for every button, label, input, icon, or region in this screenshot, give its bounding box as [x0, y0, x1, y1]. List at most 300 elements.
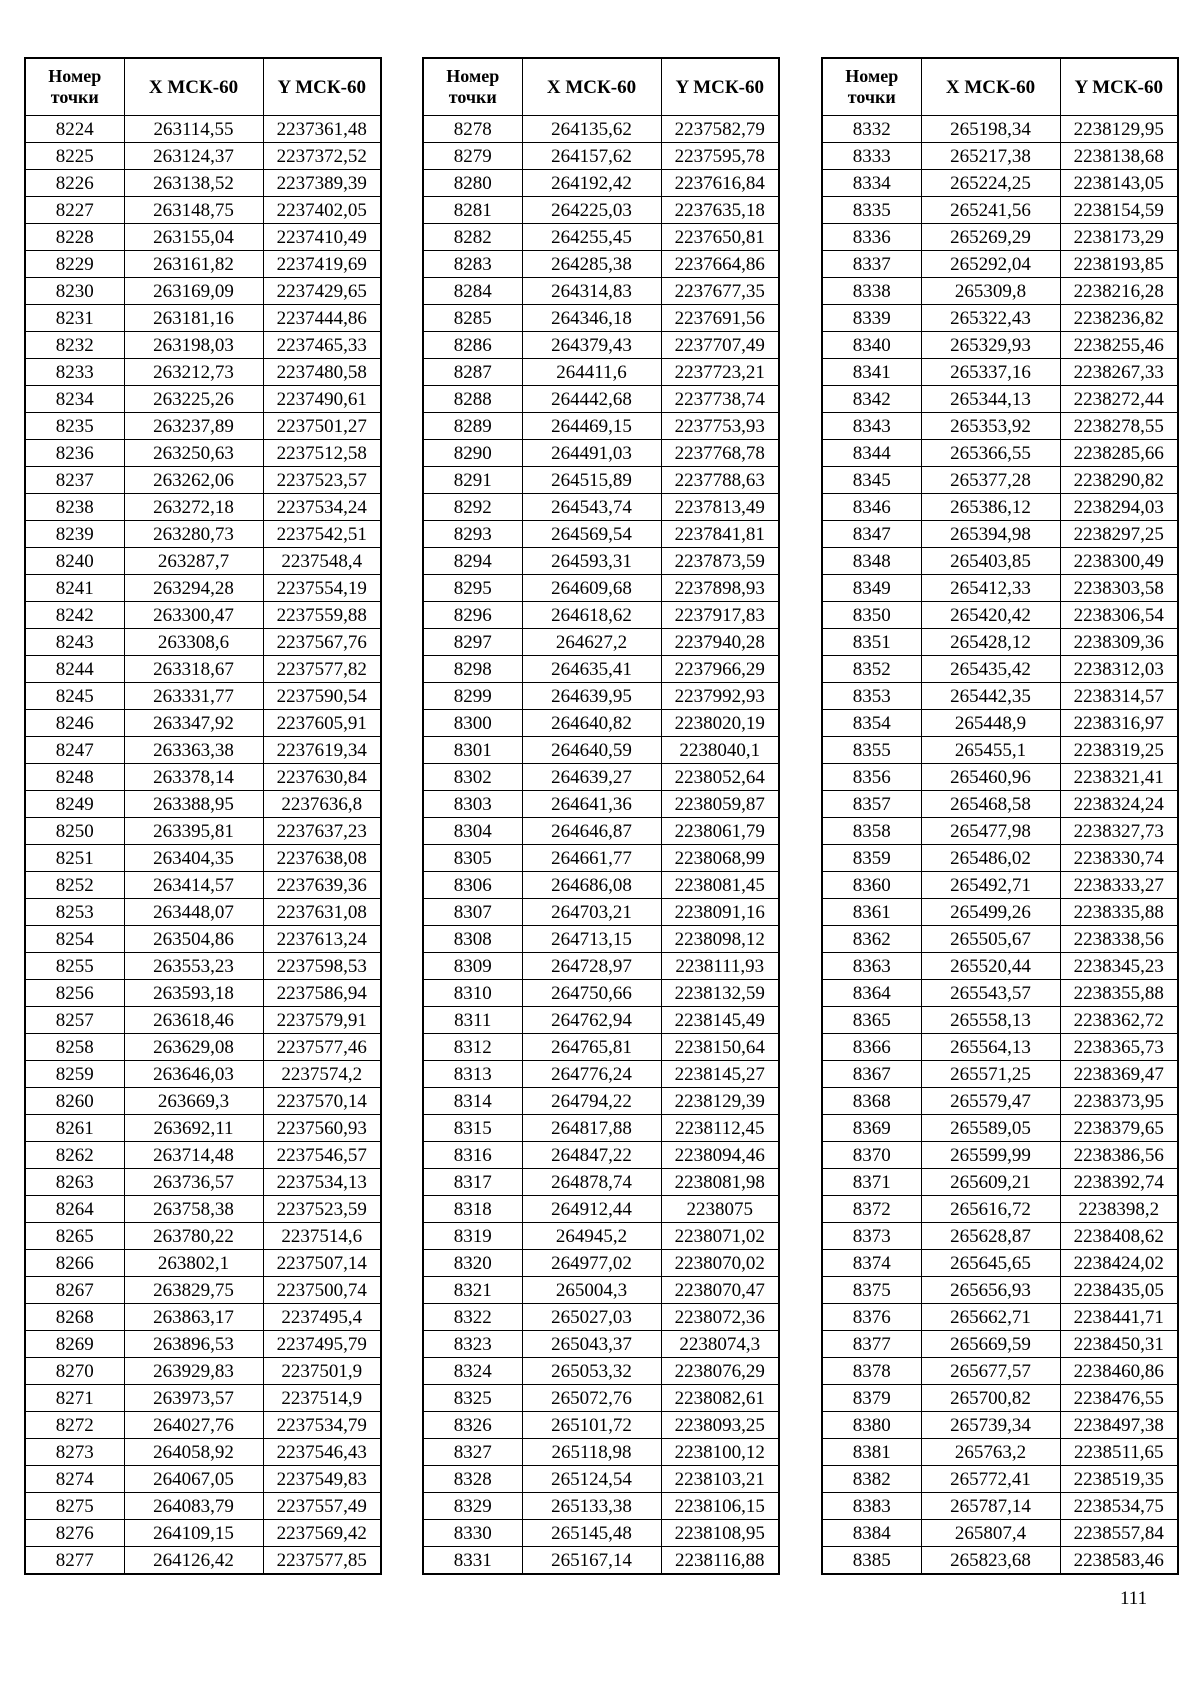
table-row [423, 143, 779, 170]
table-row [423, 602, 779, 629]
point-number-cell: 8337 [822, 251, 921, 278]
y-coordinate-cell: 2238145,27 [661, 1061, 779, 1088]
x-coordinate-cell: 264794,22 [522, 1088, 661, 1115]
y-coordinate-cell: 2237512,58 [263, 440, 381, 467]
x-coordinate-cell: 265386,12 [921, 494, 1060, 521]
x-coordinate-cell: 263758,38 [124, 1196, 263, 1223]
x-coordinate-cell: 265499,26 [921, 899, 1060, 926]
point-number-cell: 8239 [25, 521, 124, 548]
x-coordinate-cell: 265309,8 [921, 278, 1060, 305]
table-row [25, 602, 381, 629]
point-number-cell: 8246 [25, 710, 124, 737]
y-coordinate-cell: 2237650,81 [661, 224, 779, 251]
x-coordinate-cell: 263714,48 [124, 1142, 263, 1169]
point-number-cell: 8293 [423, 521, 522, 548]
x-coordinate-cell: 264762,94 [522, 1007, 661, 1034]
x-coordinate-cell: 263504,86 [124, 926, 263, 953]
y-coordinate-cell: 2238093,25 [661, 1412, 779, 1439]
x-coordinate-cell: 263181,16 [124, 305, 263, 332]
y-coordinate-cell: 2238068,99 [661, 845, 779, 872]
table-row [423, 548, 779, 575]
table-row [822, 791, 1178, 818]
x-coordinate-cell: 264635,41 [522, 656, 661, 683]
table-row [25, 1520, 381, 1547]
y-coordinate-cell: 2237940,28 [661, 629, 779, 656]
x-coordinate-cell: 263736,57 [124, 1169, 263, 1196]
point-number-cell: 8308 [423, 926, 522, 953]
y-coordinate-cell: 2237586,94 [263, 980, 381, 1007]
point-number-header [822, 58, 921, 116]
point-number-cell: 8275 [25, 1493, 124, 1520]
point-number-cell: 8241 [25, 575, 124, 602]
point-number-cell: 8255 [25, 953, 124, 980]
y-coordinate-cell: 2237559,88 [263, 602, 381, 629]
table-row [822, 1358, 1178, 1385]
point-number-header [423, 58, 522, 116]
table-row [822, 1250, 1178, 1277]
point-number-cell: 8309 [423, 953, 522, 980]
point-number-cell: 8338 [822, 278, 921, 305]
y-coordinate-cell: 2237546,43 [263, 1439, 381, 1466]
x-coordinate-cell: 264641,36 [522, 791, 661, 818]
point-number-cell: 8383 [822, 1493, 921, 1520]
point-number-cell: 8286 [423, 332, 522, 359]
y-coordinate-cell: 2238272,44 [1060, 386, 1178, 413]
y-coordinate-cell: 2237788,63 [661, 467, 779, 494]
point-number-cell: 8267 [25, 1277, 124, 1304]
point-number-cell: 8266 [25, 1250, 124, 1277]
table-row [822, 1466, 1178, 1493]
x-coordinate-cell: 263124,37 [124, 143, 263, 170]
y-coordinate-cell: 2238306,54 [1060, 602, 1178, 629]
y-coordinate-cell: 2237560,93 [263, 1115, 381, 1142]
point-number-cell: 8357 [822, 791, 921, 818]
table-row [423, 413, 779, 440]
x-coordinate-cell: 264618,62 [522, 602, 661, 629]
point-number-cell: 8312 [423, 1034, 522, 1061]
table-row [423, 818, 779, 845]
point-number-cell: 8252 [25, 872, 124, 899]
table-row [822, 683, 1178, 710]
y-coordinate-cell: 2238312,03 [1060, 656, 1178, 683]
x-coordinate-cell: 263973,57 [124, 1385, 263, 1412]
y-coordinate-cell: 2238106,15 [661, 1493, 779, 1520]
y-coordinate-cell: 2238330,74 [1060, 845, 1178, 872]
point-number-cell: 8303 [423, 791, 522, 818]
x-coordinate-cell: 263155,04 [124, 224, 263, 251]
point-number-cell: 8327 [423, 1439, 522, 1466]
x-coordinate-cell: 265505,67 [921, 926, 1060, 953]
table-row [423, 494, 779, 521]
point-number-cell: 8322 [423, 1304, 522, 1331]
point-number-cell: 8317 [423, 1169, 522, 1196]
point-number-cell: 8254 [25, 926, 124, 953]
table-row [423, 656, 779, 683]
table-row [25, 143, 381, 170]
x-coordinate-cell: 265477,98 [921, 818, 1060, 845]
x-coordinate-cell: 265448,9 [921, 710, 1060, 737]
x-coordinate-cell: 265558,13 [921, 1007, 1060, 1034]
x-coordinate-cell: 263198,03 [124, 332, 263, 359]
table-row [822, 1115, 1178, 1142]
x-coordinate-cell: 263318,67 [124, 656, 263, 683]
x-coordinate-cell: 263148,75 [124, 197, 263, 224]
point-number-cell: 8311 [423, 1007, 522, 1034]
table-row [25, 656, 381, 683]
table-row [423, 764, 779, 791]
coordinates-table-3 [821, 57, 1179, 1575]
table-row [822, 548, 1178, 575]
x-coordinate-cell: 265807,4 [921, 1520, 1060, 1547]
y-coordinate-cell: 2238100,12 [661, 1439, 779, 1466]
table-row [423, 1547, 779, 1575]
x-coordinate-cell: 263308,6 [124, 629, 263, 656]
table-row [423, 575, 779, 602]
x-coordinate-cell: 264639,95 [522, 683, 661, 710]
x-coordinate-cell: 265571,25 [921, 1061, 1060, 1088]
table-row [423, 1169, 779, 1196]
x-coordinate-cell: 264058,92 [124, 1439, 263, 1466]
y-coordinate-cell: 2238071,02 [661, 1223, 779, 1250]
table-row [25, 764, 381, 791]
x-coordinate-cell: 265377,28 [921, 467, 1060, 494]
x-coordinate-cell: 263347,92 [124, 710, 263, 737]
x-coordinate-cell: 265101,72 [522, 1412, 661, 1439]
x-coordinate-cell: 264491,03 [522, 440, 661, 467]
point-number-cell: 8292 [423, 494, 522, 521]
point-number-cell: 8235 [25, 413, 124, 440]
table-row [423, 629, 779, 656]
y-coordinate-cell: 2237534,24 [263, 494, 381, 521]
x-coordinate-cell: 265763,2 [921, 1439, 1060, 1466]
y-coordinate-cell: 2237582,79 [661, 116, 779, 143]
y-coordinate-cell: 2237691,56 [661, 305, 779, 332]
x-coordinate-cell: 265217,38 [921, 143, 1060, 170]
y-coordinate-cell: 2237595,78 [661, 143, 779, 170]
x-header: X МСК-60 [124, 58, 263, 116]
x-coordinate-cell: 263629,08 [124, 1034, 263, 1061]
table-row [423, 953, 779, 980]
y-coordinate-cell: 2238386,56 [1060, 1142, 1178, 1169]
point-number-cell: 8342 [822, 386, 921, 413]
table-row [25, 1115, 381, 1142]
y-coordinate-cell: 2238321,41 [1060, 764, 1178, 791]
x-coordinate-cell: 265337,16 [921, 359, 1060, 386]
point-number-cell: 8345 [822, 467, 921, 494]
table-row [25, 1304, 381, 1331]
y-coordinate-cell: 2237753,93 [661, 413, 779, 440]
point-number-cell: 8381 [822, 1439, 921, 1466]
y-coordinate-cell: 2238098,12 [661, 926, 779, 953]
table-row [25, 278, 381, 305]
point-number-header [25, 58, 124, 116]
y-coordinate-cell: 2238303,58 [1060, 575, 1178, 602]
table-row [423, 1466, 779, 1493]
y-coordinate-cell: 2237570,14 [263, 1088, 381, 1115]
y-coordinate-cell: 2237361,48 [263, 116, 381, 143]
table-row [822, 1493, 1178, 1520]
point-number-cell: 8371 [822, 1169, 921, 1196]
y-coordinate-cell: 2237465,33 [263, 332, 381, 359]
table-row [25, 1385, 381, 1412]
x-coordinate-cell: 263138,52 [124, 170, 263, 197]
point-number-cell: 8352 [822, 656, 921, 683]
y-coordinate-cell: 2237534,79 [263, 1412, 381, 1439]
table-row [25, 116, 381, 143]
x-coordinate-cell: 265053,32 [522, 1358, 661, 1385]
point-number-cell: 8358 [822, 818, 921, 845]
x-coordinate-cell: 265823,68 [921, 1547, 1060, 1575]
x-coordinate-cell: 264543,74 [522, 494, 661, 521]
point-number-cell: 8369 [822, 1115, 921, 1142]
x-coordinate-cell: 265599,99 [921, 1142, 1060, 1169]
table-row [423, 1385, 779, 1412]
y-coordinate-cell: 2237569,42 [263, 1520, 381, 1547]
y-coordinate-cell: 2238132,59 [661, 980, 779, 1007]
table-row [25, 737, 381, 764]
y-coordinate-cell: 2237534,13 [263, 1169, 381, 1196]
y-coordinate-cell: 2237637,23 [263, 818, 381, 845]
y-coordinate-cell: 2237548,4 [263, 548, 381, 575]
table-row [822, 359, 1178, 386]
table-row [25, 629, 381, 656]
table-row [423, 791, 779, 818]
point-number-cell: 8319 [423, 1223, 522, 1250]
y-coordinate-cell: 2237639,36 [263, 872, 381, 899]
table-row [25, 170, 381, 197]
point-number-cell: 8282 [423, 224, 522, 251]
x-coordinate-cell: 265455,1 [921, 737, 1060, 764]
x-coordinate-cell: 265543,57 [921, 980, 1060, 1007]
point-number-cell: 8274 [25, 1466, 124, 1493]
x-coordinate-cell: 265224,25 [921, 170, 1060, 197]
table-row [822, 953, 1178, 980]
table-row [25, 818, 381, 845]
y-coordinate-cell: 2238112,45 [661, 1115, 779, 1142]
point-number-cell: 8273 [25, 1439, 124, 1466]
x-coordinate-cell: 264109,15 [124, 1520, 263, 1547]
x-coordinate-cell: 263237,89 [124, 413, 263, 440]
point-number-cell: 8284 [423, 278, 522, 305]
table-row [25, 575, 381, 602]
table-row [25, 926, 381, 953]
header-line-1: Номер [446, 66, 500, 87]
point-number-cell: 8258 [25, 1034, 124, 1061]
table-row [25, 413, 381, 440]
y-coordinate-cell: 2238278,55 [1060, 413, 1178, 440]
y-coordinate-cell: 2238285,66 [1060, 440, 1178, 467]
x-coordinate-cell: 263294,28 [124, 575, 263, 602]
y-coordinate-cell: 2238534,75 [1060, 1493, 1178, 1520]
x-coordinate-cell: 265589,05 [921, 1115, 1060, 1142]
point-number-cell: 8324 [423, 1358, 522, 1385]
y-coordinate-cell: 2238193,85 [1060, 251, 1178, 278]
x-coordinate-cell: 265468,58 [921, 791, 1060, 818]
y-coordinate-cell: 2238476,55 [1060, 1385, 1178, 1412]
x-coordinate-cell: 263114,55 [124, 116, 263, 143]
y-coordinate-cell: 2238300,49 [1060, 548, 1178, 575]
point-number-cell: 8318 [423, 1196, 522, 1223]
x-coordinate-cell: 264569,54 [522, 521, 661, 548]
x-coordinate-cell: 264346,18 [522, 305, 661, 332]
y-coordinate-cell: 2238324,24 [1060, 791, 1178, 818]
page-number: 111 [1120, 1588, 1148, 1609]
y-coordinate-cell: 2237577,46 [263, 1034, 381, 1061]
table-row [822, 1061, 1178, 1088]
point-number-cell: 8232 [25, 332, 124, 359]
x-coordinate-cell: 264314,83 [522, 278, 661, 305]
y-coordinate-cell: 2237549,83 [263, 1466, 381, 1493]
y-coordinate-cell: 2238116,88 [661, 1547, 779, 1575]
point-number-cell: 8250 [25, 818, 124, 845]
x-coordinate-cell: 263896,53 [124, 1331, 263, 1358]
table-row [822, 1439, 1178, 1466]
point-number-cell: 8379 [822, 1385, 921, 1412]
y-coordinate-cell: 2238255,46 [1060, 332, 1178, 359]
point-number-cell: 8377 [822, 1331, 921, 1358]
point-number-cell: 8281 [423, 197, 522, 224]
point-number-cell: 8330 [423, 1520, 522, 1547]
x-coordinate-cell: 265241,56 [921, 197, 1060, 224]
y-coordinate-cell: 2238314,57 [1060, 683, 1178, 710]
x-coordinate-cell: 265662,71 [921, 1304, 1060, 1331]
point-number-cell: 8343 [822, 413, 921, 440]
y-coordinate-cell: 2237813,49 [661, 494, 779, 521]
y-coordinate-cell: 2238345,23 [1060, 953, 1178, 980]
table-row [25, 1142, 381, 1169]
point-number-cell: 8325 [423, 1385, 522, 1412]
point-number-cell: 8296 [423, 602, 522, 629]
x-coordinate-cell: 264713,15 [522, 926, 661, 953]
x-coordinate-cell: 265428,12 [921, 629, 1060, 656]
y-coordinate-cell: 2237500,74 [263, 1277, 381, 1304]
table-row [423, 224, 779, 251]
y-coordinate-cell: 2238094,46 [661, 1142, 779, 1169]
x-coordinate-cell: 264255,45 [522, 224, 661, 251]
y-coordinate-cell: 2238040,1 [661, 737, 779, 764]
x-coordinate-cell: 264945,2 [522, 1223, 661, 1250]
table-row [423, 1061, 779, 1088]
y-coordinate-cell: 2238091,16 [661, 899, 779, 926]
y-coordinate-cell: 2237768,78 [661, 440, 779, 467]
table-row [822, 872, 1178, 899]
x-coordinate-cell: 264225,03 [522, 197, 661, 224]
y-coordinate-cell: 2238081,98 [661, 1169, 779, 1196]
table-row [822, 656, 1178, 683]
point-number-cell: 8344 [822, 440, 921, 467]
y-coordinate-cell: 2237523,57 [263, 467, 381, 494]
x-coordinate-cell: 265492,71 [921, 872, 1060, 899]
y-coordinate-cell: 2238424,02 [1060, 1250, 1178, 1277]
y-coordinate-cell: 2238070,02 [661, 1250, 779, 1277]
point-number-cell: 8271 [25, 1385, 124, 1412]
y-coordinate-cell: 2238373,95 [1060, 1088, 1178, 1115]
table-row [423, 1007, 779, 1034]
x-coordinate-cell: 264126,42 [124, 1547, 263, 1575]
point-number-cell: 8320 [423, 1250, 522, 1277]
x-coordinate-cell: 264135,62 [522, 116, 661, 143]
y-coordinate-cell: 2237616,84 [661, 170, 779, 197]
y-coordinate-cell: 2237480,58 [263, 359, 381, 386]
x-coordinate-cell: 263300,47 [124, 602, 263, 629]
x-coordinate-cell: 264640,82 [522, 710, 661, 737]
y-coordinate-cell: 2237917,83 [661, 602, 779, 629]
x-coordinate-cell: 265344,13 [921, 386, 1060, 413]
point-number-cell: 8233 [25, 359, 124, 386]
table-row [822, 1007, 1178, 1034]
table-row [822, 980, 1178, 1007]
point-number-cell: 8228 [25, 224, 124, 251]
point-number-cell: 8294 [423, 548, 522, 575]
table-row [25, 224, 381, 251]
x-header: X МСК-60 [921, 58, 1060, 116]
table-row [423, 1115, 779, 1142]
point-number-cell: 8244 [25, 656, 124, 683]
header-row [423, 58, 779, 116]
table-row [822, 575, 1178, 602]
table-row [822, 197, 1178, 224]
x-coordinate-cell: 265435,42 [921, 656, 1060, 683]
x-coordinate-cell: 264469,15 [522, 413, 661, 440]
y-coordinate-cell: 2238297,25 [1060, 521, 1178, 548]
y-coordinate-cell: 2237605,91 [263, 710, 381, 737]
x-coordinate-cell: 263287,7 [124, 548, 263, 575]
y-coordinate-cell: 2237567,76 [263, 629, 381, 656]
x-coordinate-cell: 263272,18 [124, 494, 263, 521]
y-coordinate-cell: 2237389,39 [263, 170, 381, 197]
y-coordinate-cell: 2237577,85 [263, 1547, 381, 1575]
y-coordinate-cell: 2238511,65 [1060, 1439, 1178, 1466]
header-line-2: точки [847, 87, 896, 107]
x-coordinate-cell: 265739,34 [921, 1412, 1060, 1439]
y-coordinate-cell: 2237873,59 [661, 548, 779, 575]
point-number-cell: 8368 [822, 1088, 921, 1115]
point-number-cell: 8340 [822, 332, 921, 359]
point-number-cell: 8280 [423, 170, 522, 197]
x-coordinate-cell: 265628,87 [921, 1223, 1060, 1250]
table-row [25, 683, 381, 710]
table-row [423, 332, 779, 359]
point-number-cell: 8310 [423, 980, 522, 1007]
table-row [822, 1223, 1178, 1250]
x-coordinate-cell: 265145,48 [522, 1520, 661, 1547]
x-coordinate-cell: 264686,08 [522, 872, 661, 899]
x-coordinate-cell: 265656,93 [921, 1277, 1060, 1304]
point-number-cell: 8355 [822, 737, 921, 764]
y-coordinate-cell: 2238052,64 [661, 764, 779, 791]
point-number-cell: 8230 [25, 278, 124, 305]
x-coordinate-cell: 264878,74 [522, 1169, 661, 1196]
table-row [822, 332, 1178, 359]
point-number-cell: 8360 [822, 872, 921, 899]
y-coordinate-cell: 2237707,49 [661, 332, 779, 359]
table-row [25, 197, 381, 224]
point-number-cell: 8260 [25, 1088, 124, 1115]
y-coordinate-cell: 2238362,72 [1060, 1007, 1178, 1034]
y-coordinate-cell: 2238072,36 [661, 1304, 779, 1331]
x-coordinate-cell: 263646,03 [124, 1061, 263, 1088]
point-number-cell: 8385 [822, 1547, 921, 1575]
table-row [423, 1439, 779, 1466]
point-number-cell: 8253 [25, 899, 124, 926]
y-coordinate-cell: 2238290,82 [1060, 467, 1178, 494]
x-coordinate-cell: 263414,57 [124, 872, 263, 899]
point-number-cell: 8375 [822, 1277, 921, 1304]
point-number-cell: 8229 [25, 251, 124, 278]
x-coordinate-cell: 264776,24 [522, 1061, 661, 1088]
table-row [822, 737, 1178, 764]
point-number-cell: 8326 [423, 1412, 522, 1439]
